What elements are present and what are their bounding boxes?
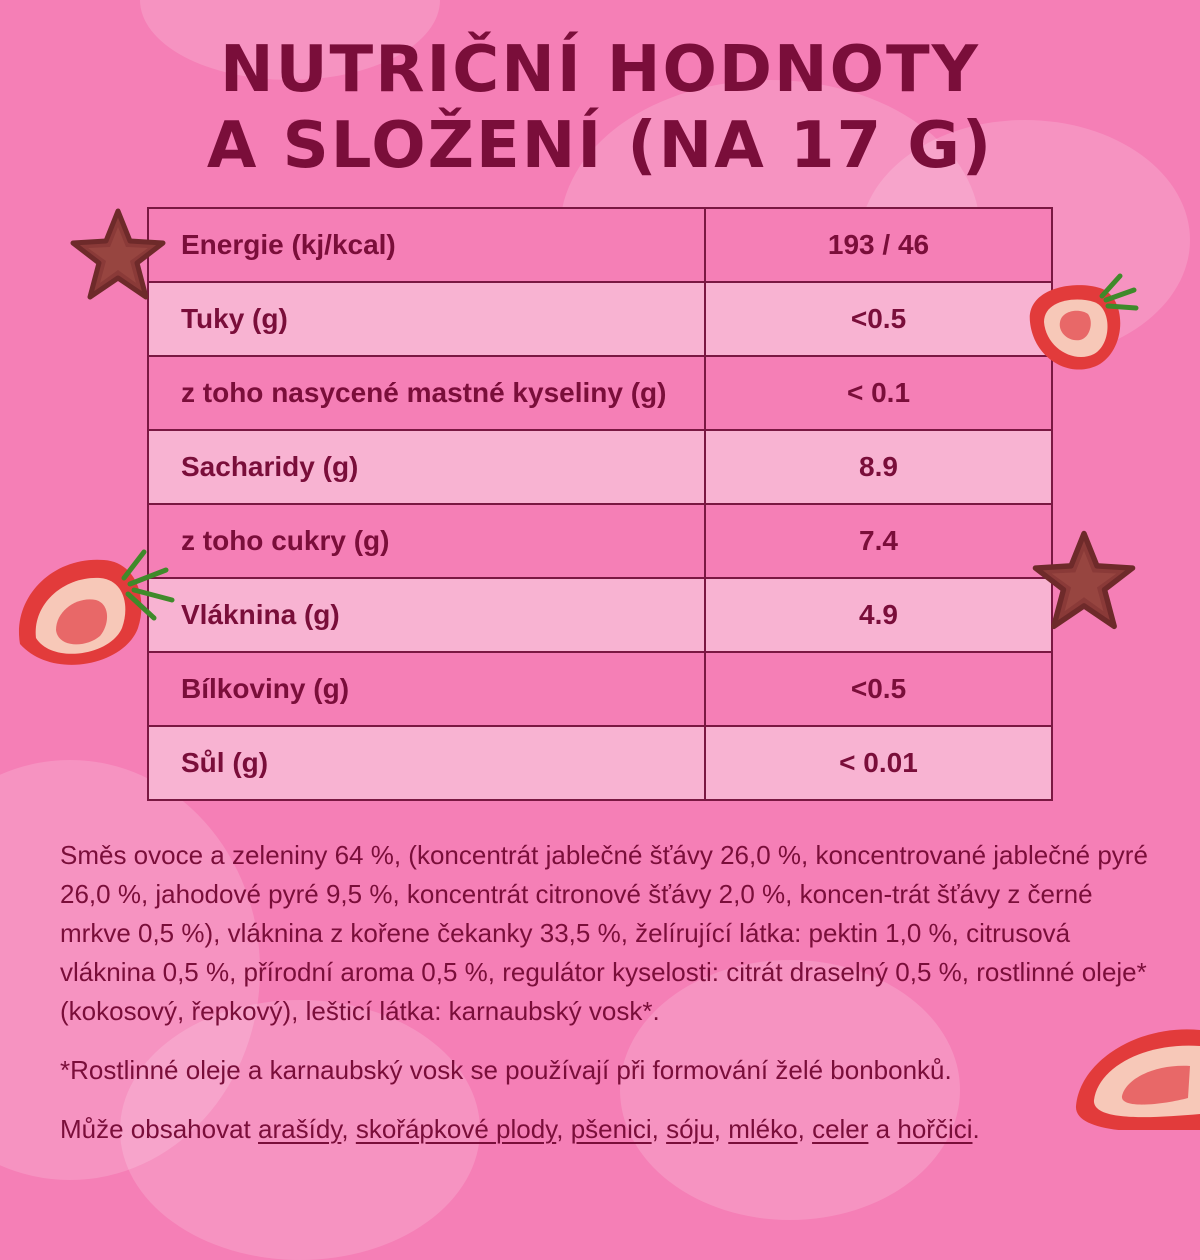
title-line-1: NUTRIČNÍ HODNOTY: [220, 33, 980, 107]
star-gummy-icon: [68, 200, 168, 310]
row-label: Vláknina (g): [148, 578, 705, 652]
row-label: Bílkoviny (g): [148, 652, 705, 726]
ingredients-section: [60, 836, 1150, 1169]
row-label: Sůl (g): [148, 726, 705, 800]
strawberry-half-icon: [1016, 266, 1140, 378]
strawberry-half-icon: [12, 548, 176, 682]
allergen-item: arašídy: [258, 1114, 342, 1144]
table-row: [148, 578, 1052, 652]
row-value: 7.4: [705, 504, 1052, 578]
row-label: Sacharidy (g): [148, 430, 705, 504]
allergen-item: sóju: [666, 1114, 714, 1144]
row-label: Tuky (g): [148, 282, 705, 356]
allergen-item: mléko: [728, 1114, 798, 1144]
row-value: <0.5: [705, 282, 1052, 356]
allergen-item: celer: [812, 1114, 869, 1144]
row-value: 8.9: [705, 430, 1052, 504]
allergen-statement: [60, 1110, 1150, 1149]
row-label: z toho cukry (g): [148, 504, 705, 578]
allergen-item: hořčici: [897, 1114, 973, 1144]
table-row: [148, 208, 1052, 282]
allergen-item: skořápkové plody: [355, 1114, 557, 1144]
row-value: 193 / 46: [705, 208, 1052, 282]
table-row: [148, 356, 1052, 430]
row-value: < 0.01: [705, 726, 1052, 800]
row-value: <0.5: [705, 652, 1052, 726]
allergen-separator: ,: [556, 1114, 571, 1144]
allergen-joiner: a: [875, 1114, 891, 1144]
allergen-separator: ,: [651, 1114, 667, 1144]
title-line-2: A SLOŽENÍ (NA 17 G): [206, 109, 994, 183]
table-row: [148, 430, 1052, 504]
row-label: z toho nasycené mastné kyseliny (g): [148, 356, 705, 430]
star-gummy-icon: [1030, 522, 1138, 640]
allergen-separator: ,: [797, 1114, 813, 1144]
table-row: [148, 504, 1052, 578]
ingredients-composition: Směs ovoce a zeleniny 64 %, (koncentrát jablečné šťávy 26,0 %, koncentrované jablečné pyré 26,0 %, jahodové pyré 9,5 %, koncentrát citronové šťávy 2,0 %, koncen-trát šťávy z černé mrkve 0,5 %), vláknina z kořene čekanky 33,5 %, želírující látka: pektin 1,0 %, citrusová vláknina 0,5 %, přírodní aroma 0,5 %, regulátor kyselosti: citrát draselný 0,5 %, rostlinné oleje* (kokosový, řepkový), lešticí látka: karnaubský vosk*.: [60, 840, 1148, 1026]
allergen-separator: ,: [713, 1114, 729, 1144]
table-row: [148, 282, 1052, 356]
table-row: [148, 726, 1052, 800]
row-label: Energie (kj/kcal): [148, 208, 705, 282]
ingredients-footnote: *Rostlinné oleje a karnaubský vosk se používají při formování želé bonbonků.: [60, 1055, 952, 1085]
allergen-separator: ,: [341, 1114, 356, 1144]
allergen-item: pšenici: [570, 1114, 652, 1144]
allergen-prefix: Může obsahovat: [60, 1114, 251, 1144]
nutrition-table: [147, 207, 1053, 801]
allergen-end: .: [972, 1114, 980, 1144]
row-value: < 0.1: [705, 356, 1052, 430]
page-title: [0, 32, 1200, 184]
row-value: 4.9: [705, 578, 1052, 652]
table-row: [148, 652, 1052, 726]
